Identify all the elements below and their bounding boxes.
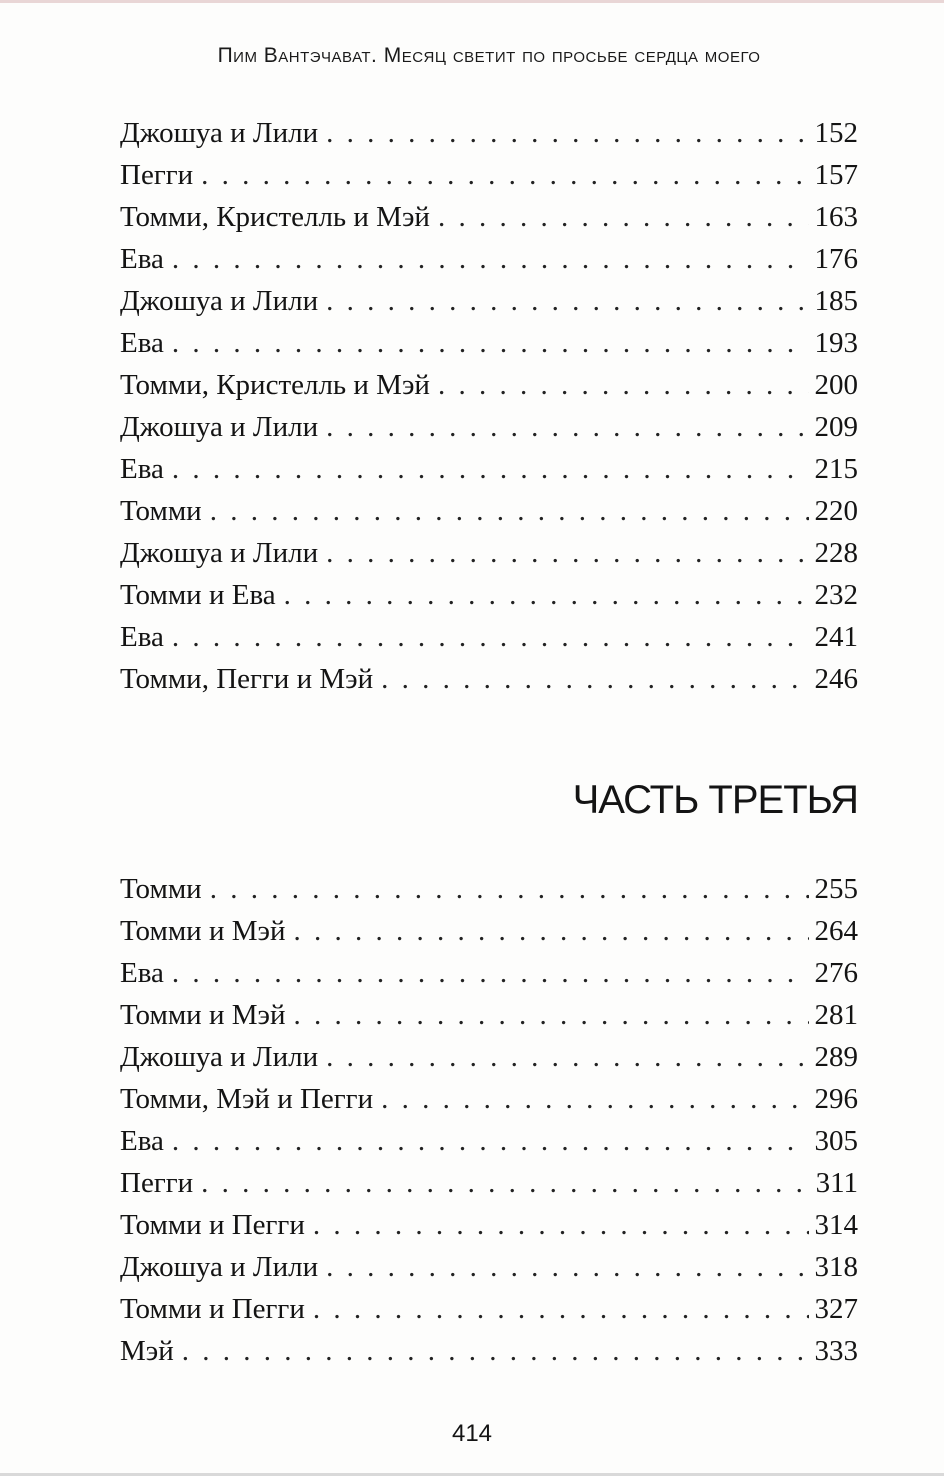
toc-entry — [120, 574, 858, 616]
toc-entry-page-number: 255 — [814, 873, 858, 905]
toc-dot-leader — [201, 1162, 809, 1204]
toc-entry-page-number: 246 — [814, 663, 858, 695]
toc-entry-page-number: 289 — [814, 1041, 858, 1073]
toc-entry-title: Ева — [120, 243, 164, 275]
toc-dot-leader — [210, 868, 809, 910]
toc-dot-leader — [326, 280, 808, 322]
toc-entry-title: Томми, Мэй и Пегги — [120, 1083, 374, 1115]
toc-entry — [120, 196, 858, 238]
toc-dot-leader — [201, 154, 808, 196]
toc-entry-title: Томми и Пегги — [120, 1209, 305, 1241]
toc-entry-page-number: 327 — [814, 1293, 858, 1325]
toc-entry — [120, 910, 858, 952]
toc-entry-page-number: 157 — [814, 159, 858, 191]
toc-entry-title: Ева — [120, 453, 164, 485]
toc-entry-page-number: 185 — [814, 285, 858, 317]
page-number: 414 — [451, 1420, 493, 1447]
toc-entry-title: Ева — [120, 327, 164, 359]
toc-dot-leader — [326, 1036, 808, 1078]
toc-entry — [120, 1330, 858, 1372]
toc-entry-title: Томми и Мэй — [120, 999, 286, 1031]
toc-dot-leader — [381, 658, 808, 700]
table-of-contents-part-three — [120, 868, 858, 1372]
toc-dot-leader — [381, 1078, 808, 1120]
toc-entry-page-number: 193 — [814, 327, 858, 359]
toc-entry — [120, 322, 858, 364]
toc-entry-title: Томми, Кристелль и Мэй — [120, 369, 430, 401]
toc-entry — [120, 1288, 858, 1330]
toc-entry-page-number: 152 — [814, 117, 858, 149]
toc-entry — [120, 1120, 858, 1162]
toc-entry — [120, 238, 858, 280]
toc-entry-page-number: 220 — [814, 495, 858, 527]
toc-entry — [120, 658, 858, 700]
toc-entry-page-number: 241 — [814, 621, 858, 653]
toc-dot-leader — [172, 1120, 809, 1162]
toc-dot-leader — [172, 322, 809, 364]
toc-entry-page-number: 176 — [814, 243, 858, 275]
toc-entry — [120, 1204, 858, 1246]
toc-entry-title: Томми, Кристелль и Мэй — [120, 201, 430, 233]
toc-entry — [120, 406, 858, 448]
toc-dot-leader — [172, 952, 809, 994]
toc-entry — [120, 1078, 858, 1120]
toc-entry-page-number: 333 — [814, 1335, 858, 1367]
toc-entry-page-number: 228 — [814, 537, 858, 569]
toc-entry-page-number: 232 — [814, 579, 858, 611]
toc-entry-title: Ева — [120, 1125, 164, 1157]
toc-dot-leader — [172, 448, 809, 490]
toc-entry-title: Томми и Ева — [120, 579, 276, 611]
toc-dot-leader — [326, 1246, 808, 1288]
toc-entry-title: Томми и Пегги — [120, 1293, 305, 1325]
toc-entry — [120, 616, 858, 658]
toc-dot-leader — [438, 196, 809, 238]
table-of-contents-part-two-continued — [120, 112, 858, 700]
toc-entry — [120, 868, 858, 910]
toc-entry-page-number: 305 — [814, 1125, 858, 1157]
toc-entry-title: Ева — [120, 957, 164, 989]
toc-entry — [120, 112, 858, 154]
toc-entry-page-number: 276 — [814, 957, 858, 989]
toc-entry-title: Томми, Пегги и Мэй — [120, 663, 374, 695]
toc-entry — [120, 154, 858, 196]
toc-entry-title: Пегги — [120, 1167, 194, 1199]
running-header: Пим Вантэчават. Месяц светит по просьбе сердца моего — [217, 44, 761, 67]
toc-dot-leader — [326, 112, 808, 154]
toc-entry — [120, 1246, 858, 1288]
toc-dot-leader — [313, 1288, 809, 1330]
toc-entry-title: Джошуа и Лили — [120, 1041, 319, 1073]
toc-entry — [120, 1162, 858, 1204]
toc-entry-title: Джошуа и Лили — [120, 1251, 319, 1283]
toc-dot-leader — [313, 1204, 809, 1246]
toc-entry — [120, 952, 858, 994]
toc-dot-leader — [438, 364, 809, 406]
page-top-edge — [0, 0, 944, 3]
toc-entry — [120, 490, 858, 532]
toc-entry-title: Томми — [120, 873, 202, 905]
toc-dot-leader — [293, 994, 808, 1036]
toc-entry-page-number: 200 — [814, 369, 858, 401]
toc-entry-title: Джошуа и Лили — [120, 117, 319, 149]
toc-entry-page-number: 163 — [814, 201, 858, 233]
toc-entry — [120, 532, 858, 574]
toc-entry — [120, 448, 858, 490]
toc-dot-leader — [326, 532, 808, 574]
toc-entry-title: Ева — [120, 621, 164, 653]
toc-entry-title: Пегги — [120, 159, 194, 191]
toc-entry-page-number: 296 — [814, 1083, 858, 1115]
toc-entry-page-number: 318 — [814, 1251, 858, 1283]
toc-dot-leader — [172, 616, 809, 658]
toc-dot-leader — [326, 406, 808, 448]
toc-entry-title: Томми — [120, 495, 202, 527]
toc-entry-page-number: 264 — [814, 915, 858, 947]
toc-entry-page-number: 281 — [814, 999, 858, 1031]
toc-entry — [120, 280, 858, 322]
toc-entry-page-number: 209 — [814, 411, 858, 443]
toc-entry-title: Джошуа и Лили — [120, 411, 319, 443]
toc-entry-title: Мэй — [120, 1335, 174, 1367]
toc-entry-page-number: 215 — [814, 453, 858, 485]
toc-entry — [120, 1036, 858, 1078]
toc-dot-leader — [210, 490, 809, 532]
toc-dot-leader — [182, 1330, 809, 1372]
toc-dot-leader — [172, 238, 809, 280]
toc-dot-leader — [293, 910, 808, 952]
toc-entry-title: Джошуа и Лили — [120, 285, 319, 317]
toc-entry-title: Джошуа и Лили — [120, 537, 319, 569]
toc-entry — [120, 364, 858, 406]
toc-entry — [120, 994, 858, 1036]
toc-dot-leader — [284, 574, 809, 616]
toc-entry-page-number: 314 — [814, 1209, 858, 1241]
toc-entry-page-number: 311 — [815, 1167, 858, 1199]
toc-entry-title: Томми и Мэй — [120, 915, 286, 947]
part-three-heading: ЧАСТЬ ТРЕТЬЯ — [572, 778, 858, 822]
